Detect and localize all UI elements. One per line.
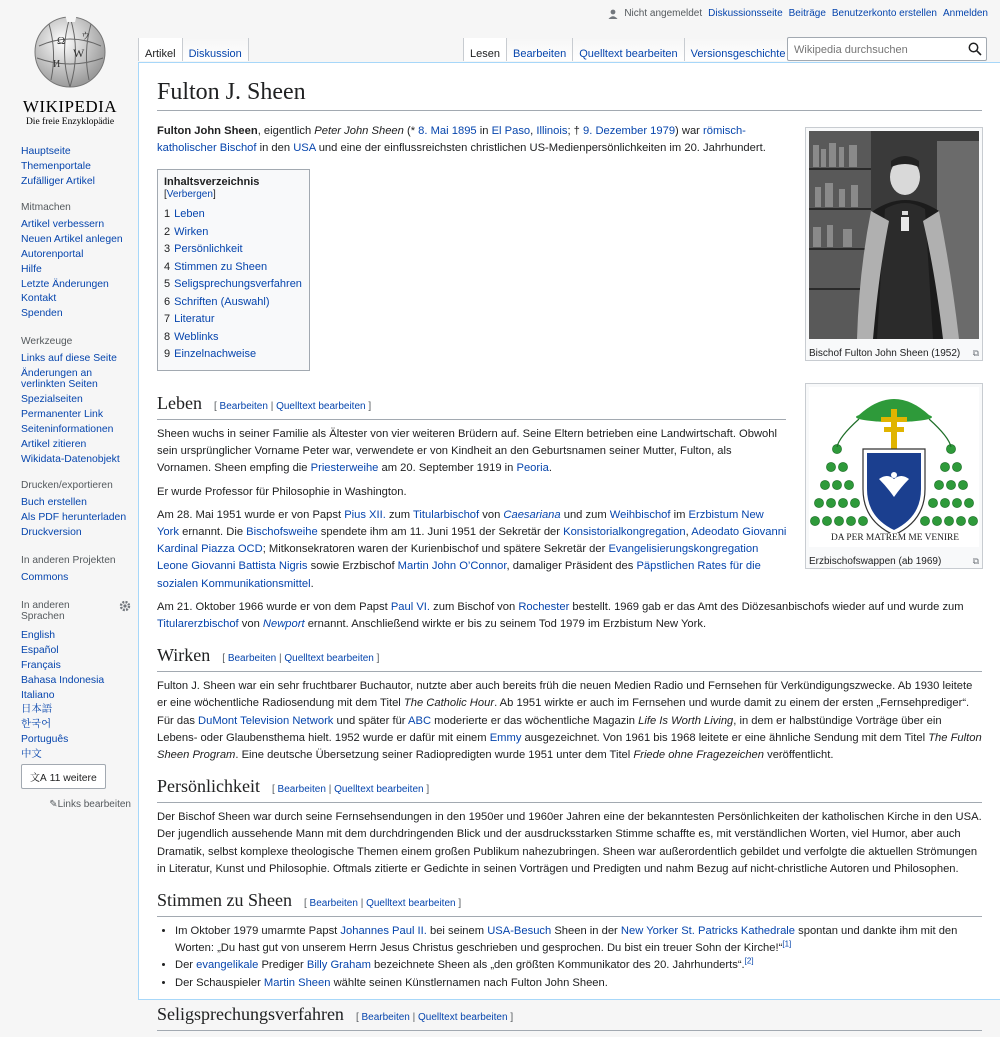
tab-discussion-label: Diskussion xyxy=(188,48,242,60)
link-peoria[interactable]: Peoria xyxy=(516,462,549,475)
section-edit-links: [ Bearbeiten | Quelltext bearbeiten ] xyxy=(213,400,372,412)
toc-num: 8 xyxy=(164,330,171,343)
nav-tools-item[interactable]: Permanenter Link xyxy=(21,408,104,420)
nav-participate-item[interactable]: Letzte Änderungen xyxy=(21,278,109,290)
nav-participate-item[interactable]: Artikel verbessern xyxy=(21,219,105,230)
paragraph: Er wurde Professor für Philosophie in Washington. xyxy=(157,485,407,498)
tab-edit-label: Bearbeiten xyxy=(512,48,567,60)
nav-themenportale[interactable]: Themenportale xyxy=(21,160,91,172)
tab-history-label: Versionsgeschichte xyxy=(690,48,786,60)
lead-tail: und eine der einflussreichsten christlichen US-Medienpersönlichkeiten im 20. Jahrhundert. xyxy=(318,142,766,155)
coa-caption-text: Erzbischofswappen (ab 1969) xyxy=(809,556,942,567)
page-title: Fulton J. Sheen xyxy=(157,77,982,111)
lead-orig-name: Peter John Sheen xyxy=(314,125,404,137)
link-st-patricks[interactable]: New Yorker St. Patricks Kathedrale xyxy=(620,924,796,937)
link-rk-bischof[interactable]: römisch-katholischer Bischof xyxy=(157,125,746,155)
section-heading-selig xyxy=(157,1002,982,1031)
lang-item[interactable]: Français xyxy=(21,659,61,671)
paragraph: Fulton J. Sheen war ein sehr fruchtbarer Buchautor, nutzte aber auch bereits früh die neuen Medien Radio und Fernsehen für Verkündigungszwecke. Ab 1930 leitete er eine wöchentliche Radiosendung mit dem Titel The Catholic Hour. Ab 1951 wirkte er auch im Fernsehen und wurde damit zu einem der ersten „Fernsehprediger“. Für das DuMont Television Network und später für ABC moderierte er das wöchentliche Magazin Life Is Worth Living, in dem er halbstündige Vorträge über ein Lebens- oder Glaubensthema hielt. 1952 wurde er dafür mit einem Emmy ausgezeichnet. Von 1961 bis 1968 leitete er eine ähnliche Sendung mit dem Titel The Fulton Sheen Program. Eine deutsche Übersetzung seiner Radiopredigten wurde 1951 unter dem Titel Friede ohne Fragezeichen veröffentlicht. xyxy=(157,680,982,761)
nav-print-item[interactable]: Als PDF herunterladen xyxy=(21,511,127,523)
section-heading-wirken xyxy=(157,643,982,672)
link-pius[interactable]: Pius XII. xyxy=(344,508,386,521)
section-edit-link[interactable]: Bearbeiten xyxy=(277,784,326,796)
section-edit-link[interactable]: Bearbeiten xyxy=(227,653,277,665)
coa-motto: DA PER MATREM ME VENIRE xyxy=(831,533,959,543)
section-edit-link[interactable]: Bearbeiten xyxy=(309,897,358,909)
table-of-contents xyxy=(157,169,310,371)
link-newport[interactable]: Newport xyxy=(262,617,305,630)
section-edit-source-link[interactable]: Quelltext bearbeiten xyxy=(284,653,374,665)
link-evangelikale[interactable]: evangelikale xyxy=(196,959,259,972)
login-link[interactable]: Anmelden xyxy=(942,8,988,19)
lang-item[interactable]: 한국어 xyxy=(21,719,52,731)
section-edit-source-link[interactable]: Quelltext bearbeiten xyxy=(418,1011,508,1023)
section-heading-leben xyxy=(157,391,786,420)
list-item: • Der Schauspieler Martin Sheen wählte seinen Künstlernamen nach Fulton John Sheen. xyxy=(175,975,982,992)
nav-print xyxy=(21,480,131,542)
nav-main xyxy=(21,146,131,191)
link-titularerzbischof[interactable]: Titularerzbischof xyxy=(157,617,239,630)
section-edit-links: [ Bearbeiten | Quelltext bearbeiten ] xyxy=(271,784,430,796)
toc-num: 7 xyxy=(164,313,171,326)
ref-1[interactable]: [1] xyxy=(782,939,792,949)
edit-links[interactable] xyxy=(21,799,131,810)
lang-item[interactable]: Bahasa Indonesia xyxy=(21,674,105,686)
list-item: • Der evangelikale Prediger Billy Graham bezeichnete Sheen als „den größten Kommunikator des 20. Jahrhunderts“.[2] xyxy=(175,957,982,974)
link-el-paso[interactable]: El Paso xyxy=(491,125,531,137)
paragraph: Am 28. Mai 1951 wurde er von Papst Pius XII. zum Titularbischof von Caesariana und zum Weihbischof im Erzbistum New York ernannt. Die Bischofsweihe spendete ihm am 11. Juni 1951 der Sekretär der Konsistorialkongregation, Adeodato Giovanni Kardinal Piazza OCD; Mitkonsekratoren waren der Kurienbischof und spätere Sekretär der Evangelisierungskongregation Leone Giovanni Battista Nigris sowie Erzbischof Martin John O’Connor, damaliger Präsident des Päpstlichen Rates für die sozialen Kommunikationsmittel. xyxy=(157,508,787,590)
toc-toggle[interactable]: [Verbergen] xyxy=(164,189,216,201)
nav-tools-item[interactable]: Spezialseiten xyxy=(21,394,83,406)
section-edit-link[interactable]: Bearbeiten xyxy=(219,400,268,412)
section-title: Wirken xyxy=(157,645,211,666)
contributions-link[interactable]: Beiträge xyxy=(788,8,826,19)
search-icon[interactable] xyxy=(968,42,982,56)
puzzle-globe-icon xyxy=(29,12,111,88)
section-title: Stimmen zu Sheen xyxy=(157,889,292,910)
link-caesariana[interactable]: Caesariana xyxy=(503,508,561,521)
section-edit-source-link[interactable]: Quelltext bearbeiten xyxy=(334,784,424,796)
link-titularbischof[interactable]: Titularbischof xyxy=(413,508,480,521)
toc-link[interactable]: Weblinks xyxy=(174,330,219,343)
toc-link[interactable]: Leben xyxy=(174,208,205,221)
paragraph: Der Bischof Sheen war durch seine Fernsehsendungen in den 1950er und 1960er Jahren eine der bekanntesten Persönlichkeiten der katholischen Kirche in den USA. Der jugendlich aussehende Mann mit dem durchdringenden Blick und der ausdrucksstarken Stimme schaffte es, mit verständlichen Worten, viel Humor, aber auch Dramatik, selbst komplexe theologische Themen einem großen Publikum nahezubringen. Sheen war außerordentlich gebildet und verfolgte die aktuellen Strömungen in Literatur, Kunst und Philosophie. Oftmals zitierte er Gedichte in seinen Vorträgen und Predigten und nahm Bezug auf nicht-christliche Autoren und Philosophen. xyxy=(157,811,982,875)
toc-item[interactable] xyxy=(164,259,303,277)
tab-discussion[interactable] xyxy=(183,38,249,61)
toc-link[interactable]: Einzelnachweise xyxy=(174,348,257,361)
toc-item[interactable] xyxy=(164,241,303,259)
lang-item[interactable]: Italiano xyxy=(21,689,55,701)
tab-article[interactable] xyxy=(138,38,183,61)
more-languages-button[interactable] xyxy=(21,764,106,789)
link-abc[interactable]: ABC xyxy=(408,714,432,727)
search-box xyxy=(787,37,987,61)
paragraph: Sheen wuchs in seiner Familie als Ältester von vier weiteren Brüdern auf. Seine Eltern betrieben eine Landwirtschaft. Obwohl sein ursprünglicher Vorname Peter war, verwendete er von Kindheit an den Geburtsnamen seiner Mutter, Fulton, als Vornamen. Sheen empfing die Priesterweihe am 20. September 1919 in Peoria. xyxy=(157,427,777,475)
link-erzbistum-ny[interactable]: Erzbistum New York xyxy=(157,508,764,538)
section-edit-link[interactable]: Bearbeiten xyxy=(361,1011,410,1023)
toc-item[interactable] xyxy=(164,346,303,364)
toc-item[interactable] xyxy=(164,294,303,312)
link-paepstlicher-rat[interactable]: Päpstlichen Rates für die sozialen Kommunikationsmittel xyxy=(157,560,761,590)
enlarge-icon[interactable]: ⧉ xyxy=(972,348,979,358)
nav-participate-item[interactable]: Autorenportal xyxy=(21,248,84,260)
lang-item[interactable]: English xyxy=(21,630,56,641)
tab-edit[interactable] xyxy=(507,38,573,61)
quotes-list xyxy=(157,923,982,992)
section-edit-links: [ Bearbeiten | Quelltext bearbeiten ] xyxy=(355,1011,514,1023)
link-evangelisierung[interactable]: Evangelisierungskongregation Leone Giovanni Battista Nigris xyxy=(157,543,759,573)
view-tabs xyxy=(463,38,792,62)
nav-participate-item[interactable]: Kontakt xyxy=(21,293,57,305)
nav-hauptseite[interactable]: Hauptseite xyxy=(21,146,71,157)
toc-item[interactable] xyxy=(164,276,303,294)
create-account-link[interactable]: Benutzerkonto erstellen xyxy=(831,8,937,19)
svg-text:И: И xyxy=(53,59,61,70)
toc-num: 9 xyxy=(164,348,171,361)
section-edit-links: [ Bearbeiten | Quelltext bearbeiten ] xyxy=(303,897,462,909)
content-area xyxy=(138,62,1000,1024)
link-rochester[interactable]: Rochester xyxy=(518,600,570,613)
section-title: Seligsprechungsverfahren xyxy=(157,1003,344,1024)
tab-read[interactable] xyxy=(463,38,507,61)
wikipedia-logo[interactable] xyxy=(22,12,118,127)
toc-num: 2 xyxy=(164,225,171,238)
nav-tools-item[interactable]: Wikidata-Datenobjekt xyxy=(21,453,120,465)
section-title: Persönlichkeit xyxy=(157,776,260,797)
toc-link[interactable]: Persönlichkeit xyxy=(174,243,243,256)
search-input[interactable] xyxy=(792,39,966,61)
section-edit-links: [ Bearbeiten | Quelltext bearbeiten ] xyxy=(222,653,380,665)
tab-read-label: Lesen xyxy=(470,48,500,60)
nav-print-item[interactable]: Druckversion xyxy=(21,526,82,538)
more-languages-label: 11 weitere xyxy=(49,773,97,785)
lead-paragraph: Fulton John Sheen, eigentlich Peter John Sheen (* 8. Mai 1895 in El Paso, Illinois; † 9. Dezember 1979) war römisch-katholischer Bischof in den USA und eine der einflussreichsten christlichen US-Medienpersönlichkeiten im 20. Jahrhundert. xyxy=(157,125,766,155)
link-konsistorial[interactable]: Konsistorialkongregation xyxy=(563,525,686,538)
translate-icon: 文A xyxy=(30,773,47,785)
list-item: • Im Oktober 1979 umarmte Papst Johannes Paul II. bei seinem USA-Besuch Sheen in der New Yorker St. Patricks Kathedrale spontan und dankte ihm mit den Worten: „Du hast gut von unserem Herrn Jesus Christus geschrieben und gesprochen. Du bist ein treuer Sohn der Kirche!“[1] xyxy=(175,923,982,957)
toc-num: 3 xyxy=(164,243,171,256)
ref-2[interactable]: [2] xyxy=(744,956,754,966)
link-billy-graham[interactable]: Billy Graham xyxy=(306,959,371,972)
tab-history[interactable] xyxy=(685,38,793,61)
link-jp2[interactable]: Johannes Paul II. xyxy=(340,924,427,937)
link-bischofsweihe[interactable]: Bischofsweihe xyxy=(246,525,318,538)
toc-num: 5 xyxy=(164,278,171,291)
nav-participate-item[interactable]: Spenden xyxy=(21,308,63,320)
not-logged-in: Nicht angemeldet xyxy=(624,8,703,19)
nav-tools-heading: Werkzeuge xyxy=(21,336,73,347)
nav-print-item[interactable]: Buch erstellen xyxy=(21,497,87,508)
pencil-icon: ✎ xyxy=(49,799,58,811)
toc-num: 1 xyxy=(164,208,171,221)
toc-item[interactable] xyxy=(164,206,303,224)
lang-item[interactable]: 中文 xyxy=(21,749,42,761)
section-edit-source-link[interactable]: Quelltext bearbeiten xyxy=(366,897,456,909)
svg-text:ウ: ウ xyxy=(81,31,91,41)
tab-edit-source-label: Quelltext bearbeiten xyxy=(579,48,678,60)
nav-tools-item[interactable]: Änderungen an verlinkten Seiten xyxy=(21,367,98,391)
nav-tools-item[interactable]: Seiteninformationen xyxy=(21,423,114,435)
link-martin-sheen[interactable]: Martin Sheen xyxy=(263,976,331,989)
nav-print-heading: Drucken/exportieren xyxy=(21,480,113,491)
nav-participate-item[interactable]: Hilfe xyxy=(21,263,42,275)
enlarge-icon[interactable]: ⧉ xyxy=(972,556,979,566)
link-illinois[interactable]: Illinois xyxy=(536,125,568,137)
sidebar xyxy=(0,0,138,1000)
section-heading-persoenlichkeit xyxy=(157,774,982,803)
gear-icon[interactable] xyxy=(119,600,131,612)
nav-commons[interactable]: Commons xyxy=(21,572,69,583)
lang-item[interactable]: Español xyxy=(21,644,59,656)
namespace-tabs xyxy=(138,38,249,62)
nav-tools xyxy=(21,336,131,469)
link-oconnor[interactable]: Martin John O’Connor xyxy=(397,560,507,573)
nav-tools-item[interactable]: Links auf diese Seite xyxy=(21,353,117,364)
toc-title: Inhaltsverzeichnis xyxy=(164,176,260,189)
personal-tools xyxy=(608,8,988,19)
article-body xyxy=(157,63,982,1037)
toc-link[interactable]: Stimmen zu Sheen xyxy=(174,260,268,273)
link-piazza[interactable]: Adeodato Giovanni Kardinal Piazza OCD xyxy=(157,525,787,556)
paragraph: Am 21. Oktober 1966 wurde er von dem Papst Paul VI. zum Bischof von Rochester bestellt. 1969 gab er das Amt des Diözesanbischofs wieder auf und wurde zum Titularerzbischof von Newport ernannt. Anschließend wirkte er bis zu seinem Tod 1979 im Erzbistum New York. xyxy=(157,600,964,630)
link-priesterweihe[interactable]: Priesterweihe xyxy=(310,462,379,475)
link-usa-besuch[interactable]: USA-Besuch xyxy=(487,924,552,937)
lead-name: Fulton John Sheen xyxy=(157,125,258,137)
toc-item[interactable] xyxy=(164,224,303,242)
link-paul-vi[interactable]: Paul VI. xyxy=(390,600,431,613)
toc-link[interactable]: Seligsprechungsverfahren xyxy=(174,278,302,291)
photo-caption-text: Bischof Fulton John Sheen (1952) xyxy=(809,348,961,359)
nav-languages-heading: In anderen Sprachen xyxy=(21,600,70,622)
link-death-date[interactable]: 9. Dezember 1979 xyxy=(583,125,676,137)
link-weihbischof[interactable]: Weihbischof xyxy=(609,508,671,521)
nav-participate-heading: Mitmachen xyxy=(21,202,71,213)
toc-item[interactable] xyxy=(164,311,303,329)
wordmark xyxy=(22,97,118,117)
toc-toggle-link[interactable]: Verbergen xyxy=(166,189,213,201)
toc-link[interactable]: Literatur xyxy=(174,313,215,326)
tagline: Die freie Enzyklopädie xyxy=(25,117,115,127)
nav-projects-heading: In anderen Projekten xyxy=(21,555,116,566)
link-dumont[interactable]: DuMont Television Network xyxy=(198,714,334,727)
toc-link[interactable]: Schriften (Auswahl) xyxy=(174,295,270,308)
nav-tools-item[interactable]: Artikel zitieren xyxy=(21,438,87,450)
user-icon xyxy=(608,9,618,19)
talk-link[interactable]: Diskussionsseite xyxy=(708,8,783,19)
toc-num: 6 xyxy=(164,295,171,308)
toc-num: 4 xyxy=(164,260,171,273)
link-usa[interactable]: USA xyxy=(293,142,316,155)
section-heading-stimmen xyxy=(157,888,982,917)
nav-random-article[interactable]: Zufälliger Artikel xyxy=(21,175,95,187)
svg-text:W: W xyxy=(73,46,85,60)
toc-item[interactable] xyxy=(164,329,303,347)
nav-participate-item[interactable]: Neuen Artikel anlegen xyxy=(21,233,123,245)
lang-item[interactable]: Português xyxy=(21,734,69,746)
lead-eigentlich: eigentlich xyxy=(263,125,312,137)
wordmark-text: WIKIPEDIA xyxy=(22,97,118,116)
lang-item[interactable]: 日本語 xyxy=(21,704,53,716)
toc-link[interactable]: Wirken xyxy=(174,225,209,238)
edit-links-label: Links bearbeiten xyxy=(57,799,131,811)
nav-participate xyxy=(21,202,131,323)
svg-text:Ω: Ω xyxy=(57,35,66,47)
nav-projects xyxy=(21,555,131,587)
link-birth-date[interactable]: 8. Mai 1895 xyxy=(418,125,477,137)
section-title: Leben xyxy=(157,392,202,413)
tab-edit-source[interactable] xyxy=(573,38,684,61)
tab-article-label: Artikel xyxy=(145,48,176,60)
section-edit-source-link[interactable]: Quelltext bearbeiten xyxy=(276,400,366,412)
link-emmy[interactable]: Emmy xyxy=(489,731,522,744)
nav-languages xyxy=(21,600,131,810)
